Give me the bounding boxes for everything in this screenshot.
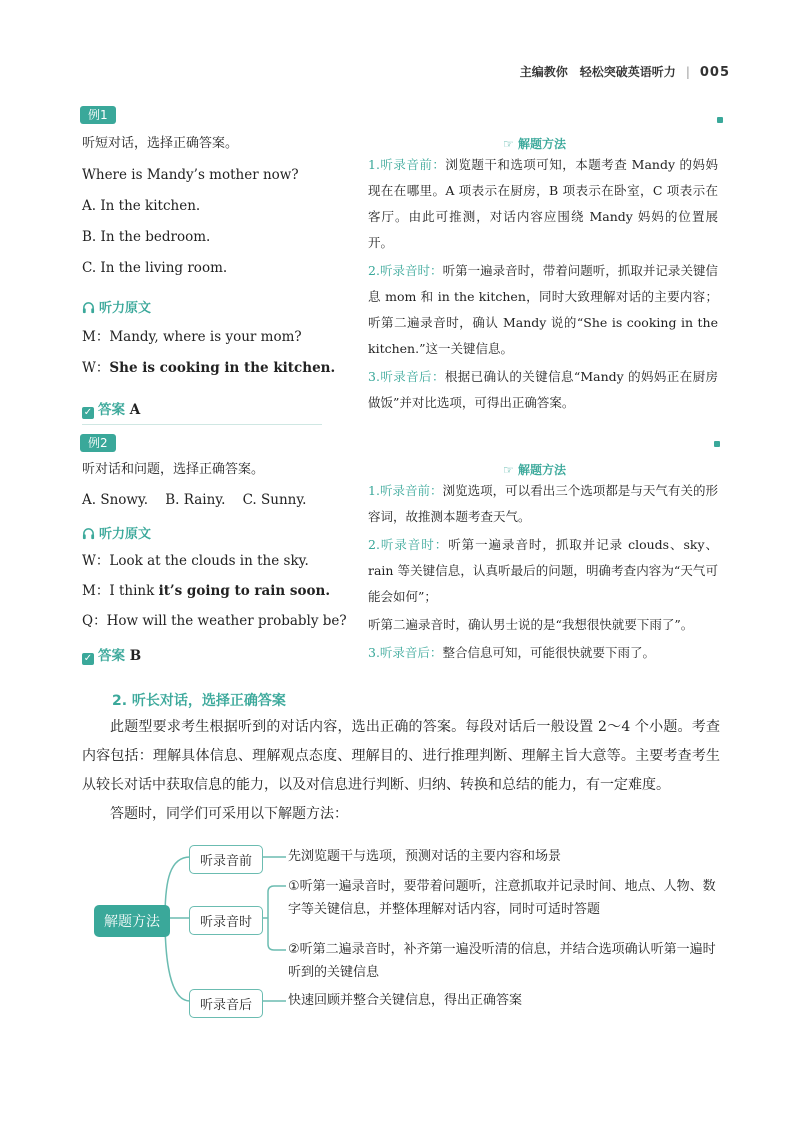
question: Where is Mandy’s mother now? [82,167,299,183]
method-heading: ☞ 解题方法 [503,463,566,477]
script-heading: 听力原文 [82,523,151,542]
instruction: 听对话和问题，选择正确答案。 [82,462,265,477]
instruction: 听短对话，选择正确答案。 [82,136,239,151]
option-c: C. In the living room. [82,260,228,276]
section-title: 2. 听长对话，选择正确答案 [112,693,286,709]
mindmap-branch: 听录音时 [189,906,263,935]
method-text: 1.听录音前：浏览选项，可以看出三个选项都是与天气有关的形容词，故推测本题考查天气。 2.听录音时：听第一遍录音时，抓取并记录 clouds、sky、rain 等关键信息，认真听最后的问题，明确考查内容为“天气可能会如何”； 听第二遍录音时，确认男士说的是“我想很快就要下雨了”。 3.听录音后：整合信息可知，可能很快就要下雨了。 [368,483,718,660]
page-number: 005 [699,65,730,80]
options: A. Snowy. B. Rainy. C. Sunny. [82,492,307,508]
method-heading: ☞ 解题方法 [503,137,566,151]
check-icon: ✓ [83,407,93,418]
section-paragraph: 此题型要求考生根据听到的对话内容，选出正确的答案。每段对话后一般设置 2～4 个小题。考查内容包括：理解具体信息、理解观点态度、理解目的、进行推理判断、理解主旨大意等。主要考查考生从较长对话中获取信息的能力，以及对信息进行判断、归纳、转换和总结的能力，有一定难度。 [82,719,720,793]
mindmap-branch: 听录音后 [189,989,263,1018]
script-line: W：She is cooking in the kitchen. [82,360,336,376]
script-line: M：I think it’s going to rain soon. [82,583,331,599]
mindmap-leaf: ①听第一遍录音时，要带着问题听，注意抓取并记录时间、地点、人物、数字等关键信息，并整体理解对话内容，同时可适时答题 [288,879,716,917]
page-header: 主编教你 轻松突破英语听力 | 005 [519,65,730,80]
script-heading: 听力原文 [82,297,151,316]
script-line: Q：How will the weather probably be? [82,613,347,629]
mindmap-leaf: ②听第二遍录音时，补齐第一遍没听清的信息，并结合选项确认听第一遍时听到的关键信息 [288,942,716,980]
section-lead: 答题时，同学们可采用以下解题方法： [110,806,348,822]
option-a: A. In the kitchen. [82,198,201,214]
book-title: 主编教你 轻松突破英语听力 [519,65,676,79]
method-text: 1.听录音前：浏览题干和选项可知，本题考查 Mandy 的妈妈现在在哪里。A 项表示在厨房，B 项表示在卧室，C 项表示在客厅。由此可推测，对话内容应围绕 Mandy 妈妈的位置展开。 2.听录音时：听第一遍录音时，带着问题听，抓取并记录关键信息 mom 和 in the kitchen，同时大致理解对话的主要内容；听第二遍录音时，确认 Mandy 说的“She is cooking in the kitchen.”这一关键信息。 3.听录音后：根据已确认的关键信息“Mandy 的妈妈正在厨房做饭”并对比选项，可得出正确答案。 [368,157,718,410]
mindmap-root: 解题方法 [94,905,170,937]
mindmap-leaf: 先浏览题干与选项，预测对话的主要内容和场景 [288,849,562,864]
script-line: M：Mandy, where is your mom? [82,329,302,345]
option-b: B. In the bedroom. [82,229,211,245]
mindmap-branch: 听录音前 [189,845,263,874]
pointing-hand-icon: ☞ [503,137,518,151]
answer: ✓ 答案 B [83,648,142,664]
mindmap-leaf: 快速回顾并整合关键信息，得出正确答案 [288,993,523,1008]
example-tag: 例2 [80,434,116,452]
script-line: W：Look at the clouds in the sky. [82,553,309,569]
example-tag: 例1 [80,106,116,124]
pointing-hand-icon: ☞ [503,463,518,477]
check-icon: ✓ [83,653,93,664]
answer: ✓ 答案 A [83,402,141,418]
